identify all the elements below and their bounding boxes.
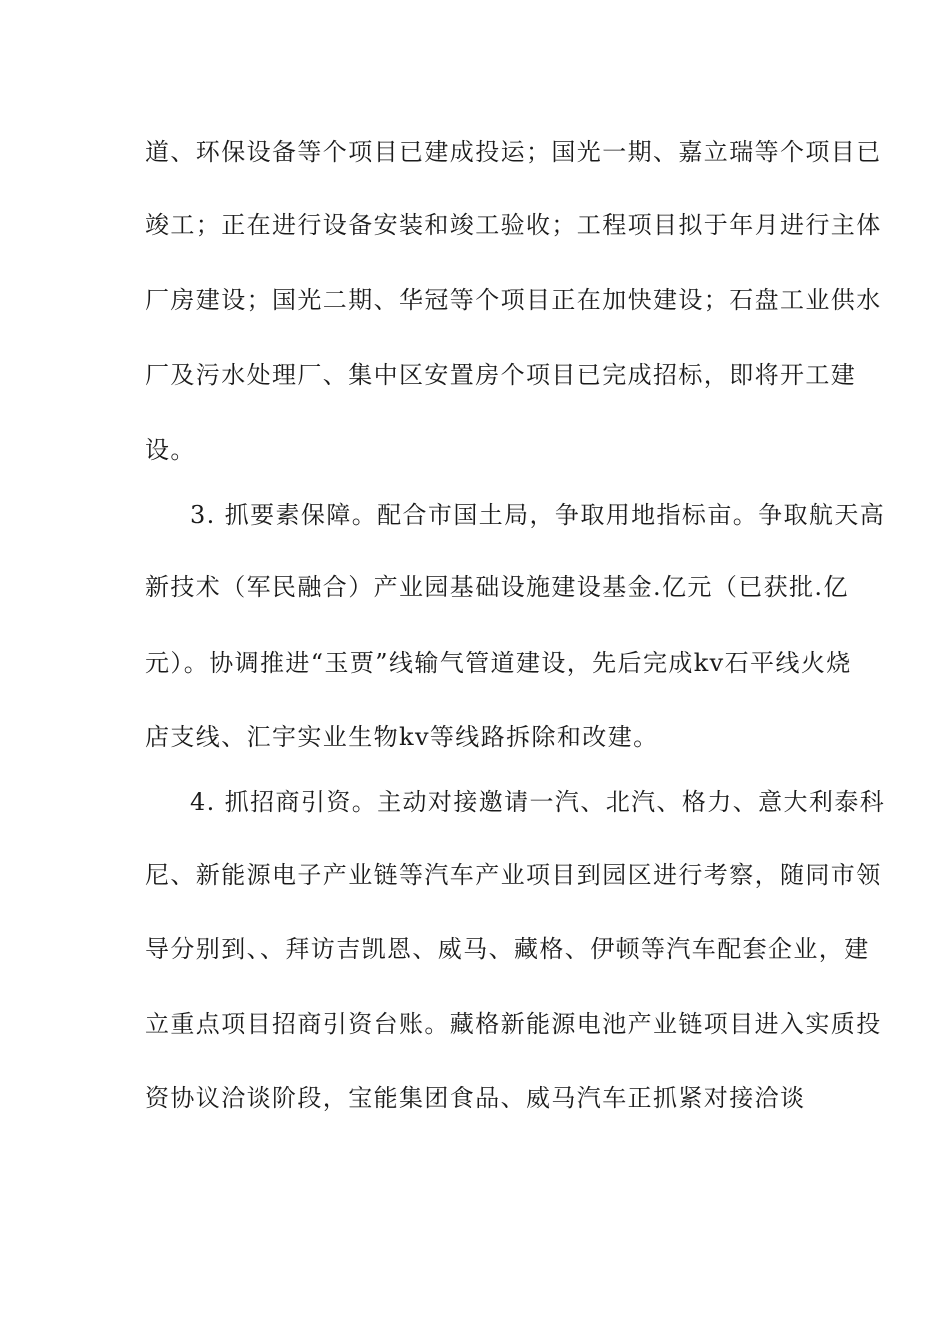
paragraph-line: 导分别到、、拜访吉凯恩、威马、藏格、伊顿等汽车配套企业，建 [145, 935, 870, 963]
paragraph-line: 资协议洽谈阶段，宝能集团食品、威马汽车正抓紧对接洽谈 [145, 1084, 806, 1112]
paragraph-line: 新技术（军民融合）产业园基础设施建设基金.亿元（已获批.亿 [145, 573, 849, 601]
paragraph-line: 4. 抓招商引资。主动对接邀请一汽、北汽、格力、意大利泰科 [190, 788, 886, 816]
paragraph-line: 厂房建设；国光二期、华冠等个项目正在加快建设；石盘工业供水 [145, 286, 882, 314]
paragraph-line: 3. 抓要素保障。配合市国土局，争取用地指标亩。争取航天高 [190, 501, 886, 529]
paragraph-line: 立重点项目招商引资台账。藏格新能源电池产业链项目进入实质投 [145, 1010, 882, 1038]
paragraph-line: 竣工；正在进行设备安装和竣工验收；工程项目拟于年月进行主体 [145, 211, 882, 239]
paragraph-line: 元）。协调推进“玉贾”线输气管道建设，先后完成kv石平线火烧 [145, 649, 852, 677]
paragraph-line: 道、环保设备等个项目已建成投运；国光一期、嘉立瑞等个项目已 [145, 138, 882, 166]
paragraph-line: 店支线、汇宇实业生物kv等线路拆除和改建。 [145, 723, 659, 751]
paragraph-line: 厂及污水处理厂、集中区安置房个项目已完成招标，即将开工建 [145, 361, 857, 389]
paragraph-line: 设。 [145, 436, 196, 464]
paragraph-line: 尼、新能源电子产业链等汽车产业项目到园区进行考察，随同市领 [145, 861, 882, 889]
